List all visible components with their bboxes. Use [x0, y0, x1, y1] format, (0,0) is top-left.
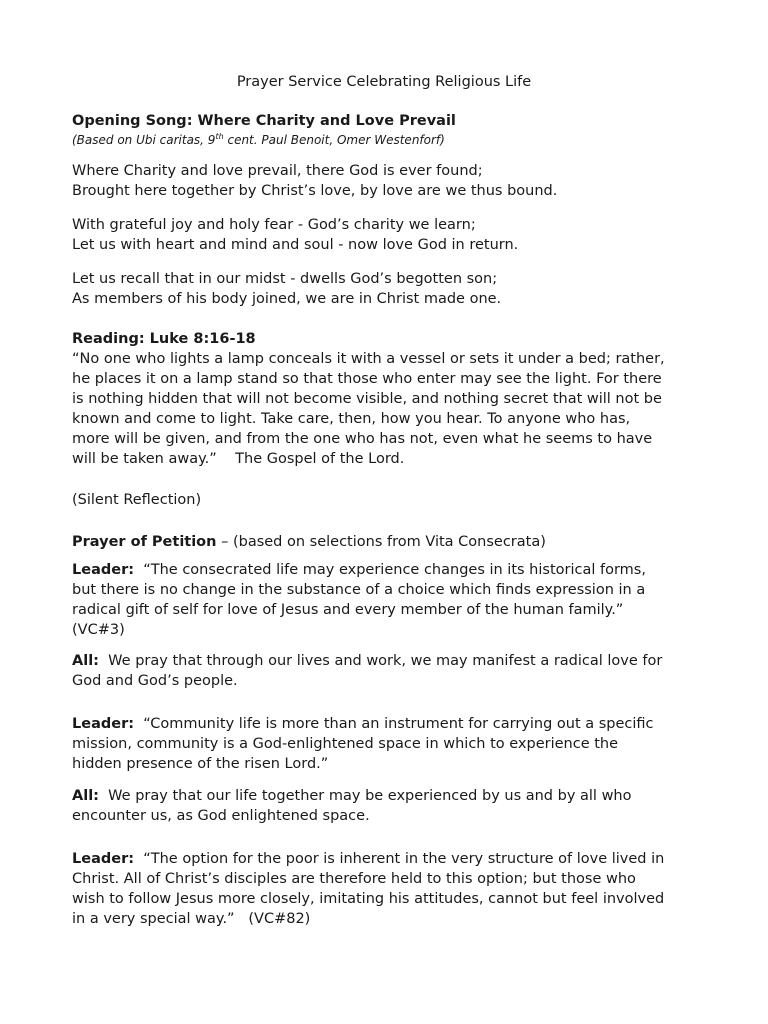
leader-line	[72, 849, 702, 869]
leader-line: but there is no change in the substance of a choice which finds expression in a	[72, 582, 646, 598]
reading-line: is nothing hidden that will not become visible, and nothing secret that will not be	[72, 391, 662, 407]
reading-line: “No one who lights a lamp conceals it with a vessel or sets it under a bed; rather,	[72, 351, 665, 367]
song-heading: Opening Song: Where Charity and Love Prevail	[72, 113, 456, 129]
all-label: All:	[72, 788, 99, 804]
song-verse-3	[72, 269, 702, 309]
song-credit-sup: th	[215, 132, 224, 141]
petition-2-all	[72, 786, 702, 826]
verse-line: Brought here together by Christ’s love, by love are we thus bound.	[72, 183, 558, 199]
petition-heading-bold: Prayer of Petition	[72, 534, 217, 550]
all-line: God and God’s people.	[72, 673, 238, 689]
document-title: Prayer Service Celebrating Religious Life	[236, 74, 532, 90]
leader-label: Leader:	[72, 562, 135, 578]
silent-reflection	[72, 490, 702, 510]
silent-reflection-text: (Silent Reflection)	[72, 492, 202, 508]
petition-heading-rest: – (based on selections from Vita Consecrata)	[216, 534, 546, 550]
verse-line: Where Charity and love prevail, there God is ever found;	[72, 163, 483, 179]
leader-text: “The consecrated life may experience changes in its historical forms,	[134, 562, 646, 578]
song-credit	[72, 132, 702, 148]
leader-line: wish to follow Jesus more closely, imitating his attitudes, cannot but feel involved	[72, 891, 665, 907]
all-text: We pray that through our lives and work, we may manifest a radical love for	[98, 653, 663, 669]
verse-line: Let us with heart and mind and soul - now love God in return.	[72, 237, 519, 253]
all-line: encounter us, as God enlightened space.	[72, 808, 370, 824]
petition-2-leader	[72, 714, 702, 774]
leader-line: (VC#3)	[72, 622, 125, 638]
leader-line: Christ. All of Christ’s disciples are therefore held to this option; but those who	[72, 871, 636, 887]
all-line	[72, 651, 702, 671]
song-verse-2	[72, 215, 702, 255]
reading-line: more will be given, and from the one who has not, even what he seems to have	[72, 431, 653, 447]
reading-line: he places it on a lamp stand so that those who enter may see the light. For there	[72, 371, 662, 387]
petition-1-leader	[72, 560, 702, 640]
all-label: All:	[72, 653, 99, 669]
leader-text: “Community life is more than an instrument for carrying out a specific	[134, 716, 654, 732]
leader-line: hidden presence of the risen Lord.”	[72, 756, 329, 772]
reading-section	[72, 329, 702, 469]
all-text: We pray that our life together may be experienced by us and by all who	[98, 788, 632, 804]
verse-line: With grateful joy and holy fear - God’s charity we learn;	[72, 217, 476, 233]
verse-line: Let us recall that in our midst - dwells God’s begotten son;	[72, 271, 498, 287]
reading-heading: Reading: Luke 8:16-18	[72, 331, 256, 347]
verse-line: As members of his body joined, we are in Christ made one.	[72, 291, 502, 307]
leader-text: “The option for the poor is inherent in the very structure of love lived in	[134, 851, 665, 867]
leader-line	[72, 560, 702, 580]
petition-heading	[72, 532, 702, 552]
leader-line: in a very special way.” (VC#82)	[72, 911, 311, 927]
leader-line	[72, 714, 702, 734]
petition-3-leader	[72, 849, 702, 929]
leader-line: mission, community is a God-enlightened space in which to experience the	[72, 736, 619, 752]
song-credit-text: (Based on Ubi caritas, 9	[72, 133, 216, 147]
leader-line: radical gift of self for love of Jesus and every member of the human family.”	[72, 602, 624, 618]
petition-1-all	[72, 651, 702, 691]
leader-label: Leader:	[72, 851, 135, 867]
reading-line: known and come to light. Take care, then, how you hear. To anyone who has,	[72, 411, 631, 427]
song-credit-rest: cent. Paul Benoit, Omer Westenforf)	[223, 133, 445, 147]
opening-song-heading	[72, 111, 702, 131]
all-line	[72, 786, 702, 806]
leader-label: Leader:	[72, 716, 135, 732]
song-verse-1	[72, 161, 702, 201]
reading-line: will be taken away.” The Gospel of the Lord.	[72, 451, 405, 467]
